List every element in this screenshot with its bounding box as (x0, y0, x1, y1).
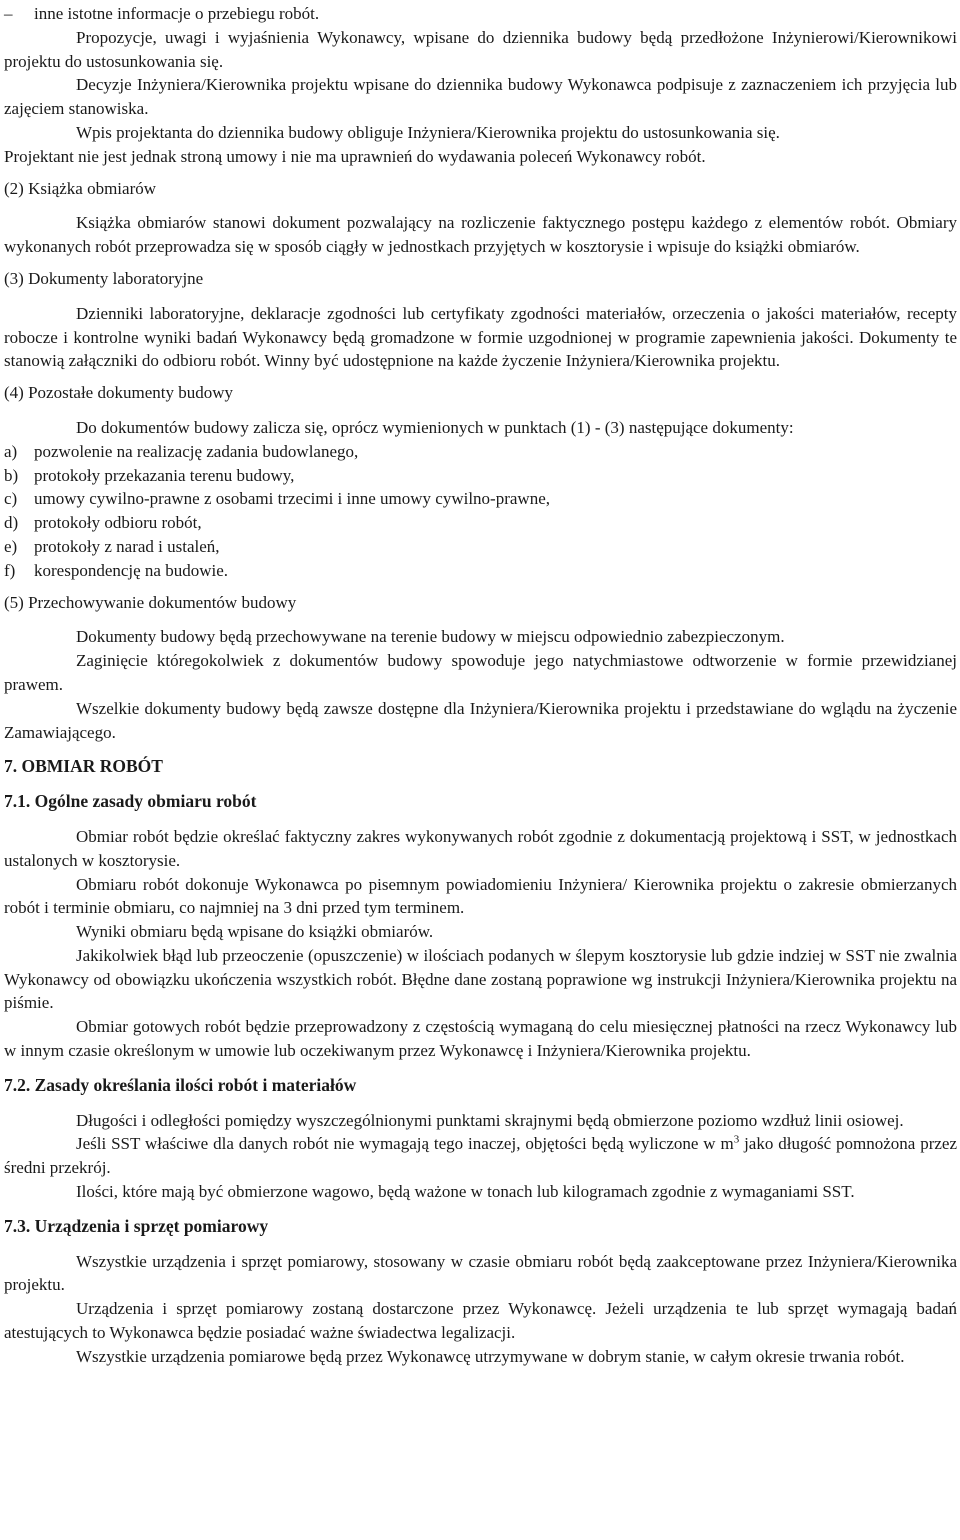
section-heading: (3) Dokumenty laboratoryjne (4, 268, 204, 288)
paragraph: Dokumenty budowy będą przechowywane na terenie budowy w miejscu odpowiednio zabezpieczonym. (76, 627, 785, 647)
paragraph: Wyniki obmiaru będą wpisane do książki obmiarów. (76, 922, 434, 942)
paragraph: Jeśli SST właściwe dla danych robót nie wymagają tego inaczej, objętości będą wyliczone w $m^3$ jako długość pomnożona przez średni przekrój. (4, 1133, 958, 1178)
paragraph: Książka obmiarów stanowi dokument pozwalający na rozliczenie faktycznego postępu każdego z elementów robót. Obmiary wykonanych robót przeprowadza się w sposób ciągły w jednostkach przyjętych w kosztorysie i wpisuje do książki obmiarów. (4, 213, 957, 257)
section-heading: (2) Książka obmiarów (4, 178, 157, 198)
paragraph: Obmiaru robót dokonuje Wykonawca po pisemnym powiadomieniu Inżyniera/ Kierownika projektu o zakresie obmierzanych robót i terminie obmiaru, co najmniej na 3 dni przed tym terminem. (4, 874, 957, 918)
list-item: e) protokoły z narad i ustaleń, (4, 536, 220, 556)
section-heading: (4) Pozostałe dokumenty budowy (4, 383, 233, 403)
bullet-item: – inne istotne informacje o przebiegu robót. (4, 2, 957, 26)
paragraph: Wszelkie dokumenty budowy będą zawsze dostępne dla Inżyniera/Kierownika projektu i przedstawiane do wglądu na życzenie Zamawiającego. (4, 698, 957, 742)
list-item: a) pozwolenie na realizację zadania budowlanego, (4, 441, 359, 461)
paragraph: Ilości, które mają być obmierzone wagowo, będą ważone w tonach lub kilogramach zgodnie z wymaganiami SST. (76, 1182, 855, 1202)
paragraph: Urządzenia i sprzęt pomiarowy zostaną dostarczone przez Wykonawcę. Jeżeli urządzenia te lub sprzęt wymagają badań atestujących to Wykonawca będzie posiadać ważne świadectwa legalizacji. (4, 1299, 957, 1343)
list-item: c) umowy cywilno-prawne z osobami trzecimi i inne umowy cywilno-prawne, (4, 489, 551, 509)
paragraph: Do dokumentów budowy zalicza się, oprócz wymienionych w punktach (1) - (3) następujące dokumenty: (76, 417, 794, 437)
paragraph: Jakikolwiek błąd lub przeoczenie (opuszczenie) w ilościach podanych w ślepym kosztorysie lub gdzie indziej w SST nie zwalnia Wykonawcy od obowiązku ukończenia wszystkich robót. Błędne dane zostaną poprawione wg instrukcji Inżyniera/Kierownika projektu na piśmie. (4, 945, 957, 1013)
paragraph: Wpis projektanta do dziennika budowy obliguje Inżyniera/Kierownika projektu do ustosunkowania się. (76, 122, 780, 142)
paragraph: Obmiar robót będzie określać faktyczny zakres wykonywanych robót zgodnie z dokumentacją projektową i SST, w jednostkach ustalonych w kosztorysie. (4, 826, 957, 870)
subsection-heading: 7.2. Zasady określania ilości robót i materiałów (4, 1074, 357, 1095)
paragraph: Zaginięcie któregokolwiek z dokumentów budowy spowoduje jego natychmiastowe odtworzenie w formie przewidzianej prawem. (4, 651, 957, 694)
paragraph: Projektant nie jest jednak stroną umowy i nie ma uprawnień do wydawania poleceń Wykonawcy robót. (4, 146, 706, 166)
chapter-heading: 7. OBMIAR ROBÓT (4, 756, 163, 777)
paragraph: Wszystkie urządzenia pomiarowe będą przez Wykonawcę utrzymywane w dobrym stanie, w całym okresie trwania robót. (76, 1346, 905, 1366)
list-item: b) protokoły przekazania terenu budowy, (4, 465, 295, 485)
list-item: f) korespondencję na budowie. (4, 560, 229, 580)
paragraph: Propozycje, uwagi i wyjaśnienia Wykonawcy, wpisane do dziennika budowy będą przedłożone Inżynierowi/Kierownikowi projektu do ustosunkowania się. (4, 27, 957, 71)
section-heading: (5) Przechowywanie dokumentów budowy (4, 592, 297, 612)
superscript: 3 (733, 1133, 740, 1146)
paragraph: Wszystkie urządzenia i sprzęt pomiarowy, stosowany w czasie obmiaru robót będą zaakceptowane przez Inżyniera/Kierownika projektu. (4, 1251, 957, 1295)
paragraph: Decyzje Inżyniera/Kierownika projektu wpisane do dziennika budowy Wykonawca podpisuje z zaznaczeniem ich przyjęcia lub zajęciem stanowiska. (4, 75, 957, 119)
paragraph: Obmiar gotowych robót będzie przeprowadzony z częstością wymaganą do celu miesięcznej płatności na rzecz Wykonawcy lub w innym czasie określonym w umowie lub oczekiwanym przez Wykonawcę i Inżyniera/Kierownika projektu. (4, 1017, 957, 1061)
paragraph: Długości i odległości pomiędzy wyszczególnionymi punktami skrajnymi będą obmierzone poziomo wzdłuż linii osiowej. (76, 1110, 904, 1130)
document-page (4, 2, 957, 1369)
subsection-heading: 7.1. Ogólne zasady obmiaru robót (4, 791, 257, 812)
subsection-heading: 7.3. Urządzenia i sprzęt pomiarowy (4, 1215, 269, 1236)
paragraph: Dzienniki laboratoryjne, deklaracje zgodności lub certyfikaty zgodności materiałów, orzeczenia o jakości materiałów, recepty robocze i kontrolne wyniki badań Wykonawcy będą gromadzone w formie uzgodnionej w programie zapewnienia jakości. Dokumenty te stanowią załączniki do odbioru robót. Winny być udostępnione na każde życzenie Inżyniera/Kierownika projektu. (4, 303, 957, 371)
list-item: d) protokoły odbioru robót, (4, 513, 202, 533)
dash-mark: – (4, 4, 13, 23)
